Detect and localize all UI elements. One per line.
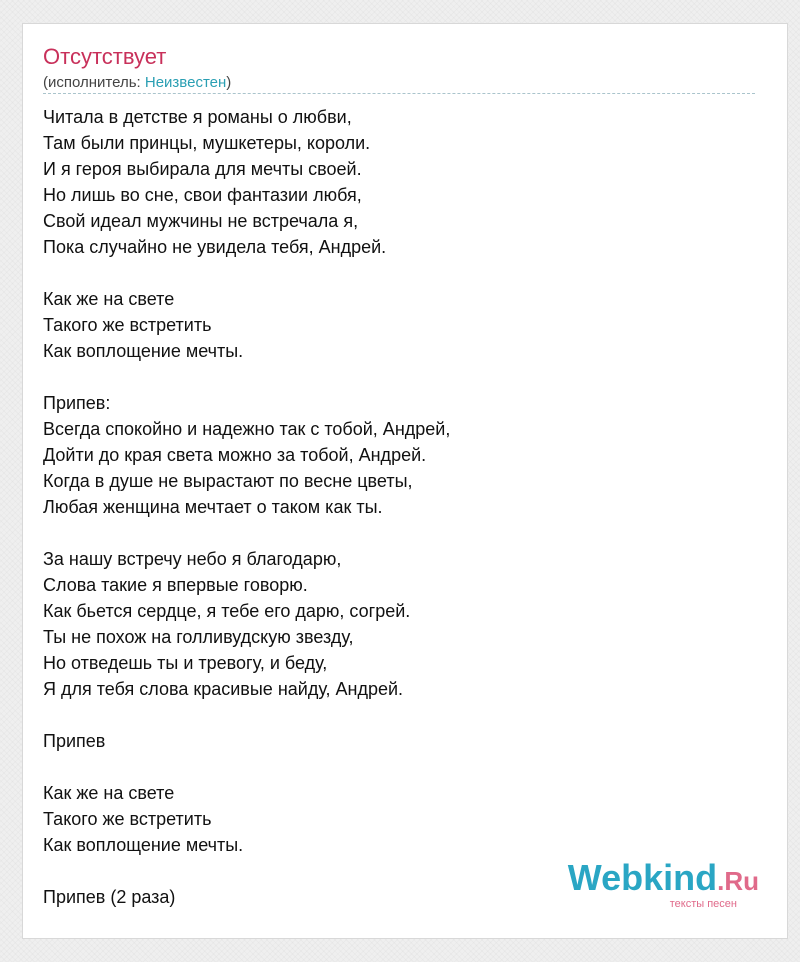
lyric-line: [43, 754, 763, 780]
lyric-line: Такого же встретить: [43, 315, 212, 335]
lyric-line: Я для тебя слова красивые найду, Андрей.: [43, 679, 404, 699]
webkind-logo[interactable]: [559, 858, 759, 910]
lyric-line: Как воплощение мечты.: [43, 341, 244, 361]
logo-main-text: Webkind: [567, 857, 718, 898]
lyric-line: Слова такие я впервые говорю.: [43, 575, 308, 595]
lyric-line: Свой идеал мужчины не встречала я,: [43, 211, 359, 231]
artist-link[interactable]: Неизвестен: [144, 74, 227, 91]
lyric-line: Припев:: [43, 393, 111, 413]
lyric-line: Пока случайно не увидела тебя, Андрей.: [43, 237, 387, 257]
lyric-line: Дойти до края света можно за тобой, Андрей.: [43, 445, 427, 465]
lyric-line: Когда в душе не вырастают по весне цветы,: [43, 471, 413, 491]
lyric-line: [43, 260, 763, 286]
lyric-line: Там были принцы, мушкетеры, короли.: [43, 133, 371, 153]
lyric-line: Но отведешь ты и тревогу, и беду,: [43, 653, 328, 673]
song-title: Отсутствует: [43, 44, 167, 69]
lyrics-card: [22, 23, 788, 939]
lyric-line: Такого же встретить: [43, 809, 212, 829]
lyric-line: [43, 702, 763, 728]
artist-line: [43, 74, 231, 92]
lyric-line: Читала в детстве я романы о любви,: [43, 107, 352, 127]
lyric-line: За нашу встречу небо я благодарю,: [43, 549, 342, 569]
lyric-line: И я героя выбирала для мечты своей.: [43, 159, 362, 179]
lyrics-text: [43, 104, 763, 910]
lyric-line: Как воплощение мечты.: [43, 835, 244, 855]
lyric-line: Любая женщина мечтает о таком как ты.: [43, 497, 383, 517]
lyric-line: Ты не похож на голливудскую звезду,: [43, 627, 354, 647]
lyric-line: [43, 520, 763, 546]
lyric-line: Припев (2 раза): [43, 887, 176, 907]
lyric-line: Припев: [43, 731, 106, 751]
lyric-line: Всегда спокойно и надежно так с тобой, Андрей,: [43, 419, 451, 439]
title-divider: [43, 93, 755, 94]
lyric-line: [43, 364, 763, 390]
logo-tagline: тексты песен: [669, 898, 737, 910]
logo-tld-text: .Ru: [717, 866, 759, 896]
lyric-line: Как же на свете: [43, 289, 175, 309]
lyric-line: Как же на свете: [43, 783, 175, 803]
artist-prefix: (исполнитель:: [43, 74, 145, 91]
lyric-line: Как бьется сердце, я тебе его дарю, согрей.: [43, 601, 411, 621]
lyric-line: Но лишь во сне, свои фантазии любя,: [43, 185, 362, 205]
artist-suffix: ): [226, 74, 232, 91]
